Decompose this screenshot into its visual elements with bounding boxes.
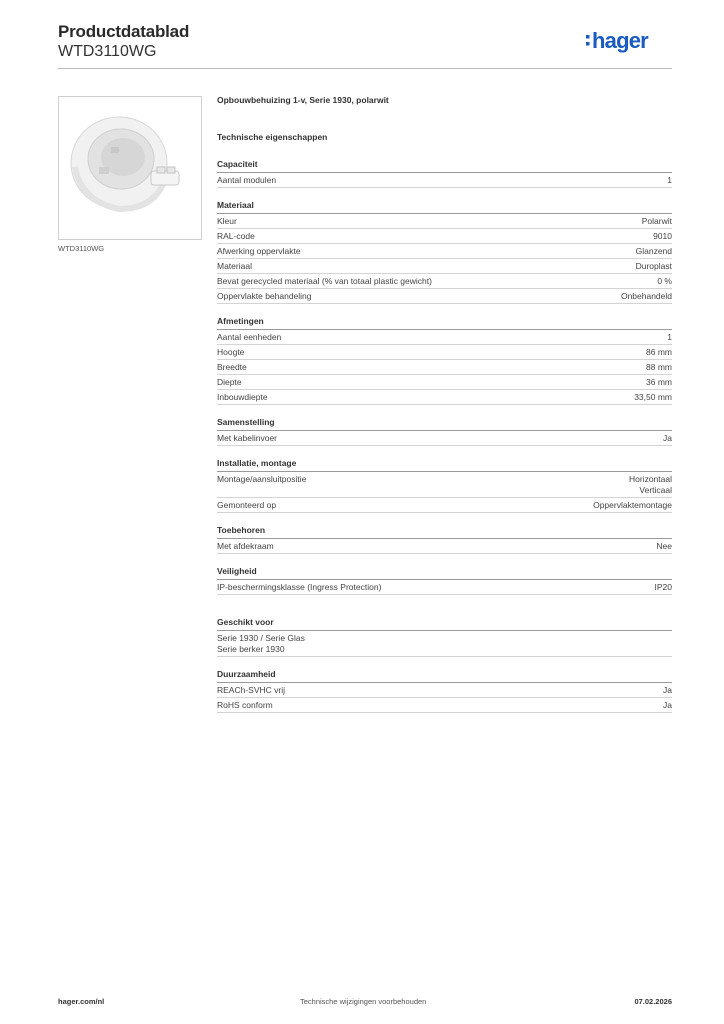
spec-row bbox=[217, 274, 672, 289]
suitable-for-section bbox=[217, 617, 672, 657]
spec-label: RoHS conform bbox=[217, 700, 273, 710]
technical-properties-heading: Technische eigenschappen bbox=[217, 132, 328, 142]
product-image bbox=[58, 96, 202, 240]
spec-section bbox=[217, 200, 672, 304]
spec-value: 1 bbox=[667, 332, 672, 342]
spec-value: Ja bbox=[663, 685, 672, 695]
spec-section bbox=[217, 525, 672, 554]
spec-value: Ja bbox=[663, 700, 672, 710]
spec-row bbox=[217, 345, 672, 360]
spec-sections bbox=[217, 159, 672, 595]
spec-row bbox=[217, 390, 672, 405]
spec-value: Duroplast bbox=[635, 261, 672, 271]
spec-value: Ja bbox=[663, 433, 672, 443]
spec-row bbox=[217, 698, 672, 713]
spec-label: IP-beschermingsklasse (Ingress Protection) bbox=[217, 582, 382, 592]
spec-value: 36 mm bbox=[646, 377, 672, 387]
spec-label: Inbouwdiepte bbox=[217, 392, 268, 402]
section-title: Toebehoren bbox=[217, 525, 672, 539]
header-divider bbox=[58, 68, 672, 69]
suitable-for-item: Serie 1930 / Serie Glas bbox=[217, 633, 305, 643]
spec-value: Glanzend bbox=[635, 246, 672, 256]
spec-value: 0 % bbox=[657, 276, 672, 286]
spec-label: Kleur bbox=[217, 216, 237, 226]
spec-label: Montage/aansluitpositie bbox=[217, 474, 307, 484]
spec-label: Hoogte bbox=[217, 347, 245, 357]
page-footer bbox=[58, 997, 672, 1006]
page-header bbox=[58, 22, 672, 61]
section-title: Samenstelling bbox=[217, 417, 672, 431]
spec-value: Nee bbox=[656, 541, 672, 551]
sustainability-section bbox=[217, 669, 672, 713]
spec-row bbox=[217, 214, 672, 229]
footer-date: 07.02.2026 bbox=[634, 997, 672, 1006]
image-caption: WTD3110WG bbox=[58, 244, 105, 253]
spec-row bbox=[217, 498, 672, 513]
spec-row bbox=[217, 289, 672, 304]
spec-value: 86 mm bbox=[646, 347, 672, 357]
spec-row bbox=[217, 375, 672, 390]
spec-row bbox=[217, 173, 672, 188]
spec-row bbox=[217, 360, 672, 375]
suitable-for-list bbox=[217, 631, 672, 657]
spec-value: IP20 bbox=[654, 582, 672, 592]
spec-label: Met kabelinvoer bbox=[217, 433, 278, 443]
spec-value: Polarwit bbox=[641, 216, 672, 226]
section-title: Geschikt voor bbox=[217, 617, 672, 631]
section-title: Duurzaamheid bbox=[217, 669, 672, 683]
spec-label: REACh-SVHC vrij bbox=[217, 685, 286, 695]
spec-row bbox=[217, 683, 672, 698]
hager-logo bbox=[586, 28, 672, 56]
product-code: WTD3110WG bbox=[58, 43, 157, 60]
spec-value: Horizontaal Verticaal bbox=[629, 474, 672, 495]
spec-label: Breedte bbox=[217, 362, 247, 372]
section-title: Afmetingen bbox=[217, 316, 672, 330]
spec-row bbox=[217, 472, 672, 498]
svg-text:hager: hager bbox=[592, 28, 648, 53]
spec-label: Afwerking oppervlakte bbox=[217, 246, 301, 256]
section-title: Capaciteit bbox=[217, 159, 672, 173]
spec-label: Aantal modulen bbox=[217, 175, 277, 185]
spec-section bbox=[217, 458, 672, 513]
section-title: Installatie, montage bbox=[217, 458, 672, 472]
spec-label: Materiaal bbox=[217, 261, 252, 271]
footer-notice: Technische wijzigingen voorbehouden bbox=[300, 997, 427, 1006]
spec-value: 1 bbox=[667, 175, 672, 185]
spec-label: Diepte bbox=[217, 377, 242, 387]
spec-label: Oppervlakte behandeling bbox=[217, 291, 312, 301]
spec-row bbox=[217, 259, 672, 274]
spec-row bbox=[217, 431, 672, 446]
spec-value: Onbehandeld bbox=[620, 291, 672, 301]
spec-section bbox=[217, 316, 672, 405]
spec-value: 9010 bbox=[653, 231, 672, 241]
spec-row bbox=[217, 244, 672, 259]
spec-row bbox=[217, 539, 672, 554]
spec-label: Met afdekraam bbox=[217, 541, 274, 551]
footer-website: hager.com/nl bbox=[58, 997, 105, 1006]
spec-section bbox=[217, 159, 672, 188]
spec-value: Oppervlaktemontage bbox=[593, 500, 672, 510]
spec-label: RAL-code bbox=[217, 231, 255, 241]
spec-content bbox=[217, 95, 672, 713]
spec-section bbox=[217, 566, 672, 595]
spec-section bbox=[217, 417, 672, 446]
spec-value: 33,50 mm bbox=[634, 392, 672, 402]
spec-label: Bevat gerecycled materiaal (% van totaal plastic gewicht) bbox=[217, 276, 432, 286]
section-title: Veiligheid bbox=[217, 566, 672, 580]
spec-row bbox=[217, 229, 672, 244]
document-title: Productdatablad bbox=[58, 22, 190, 41]
suitable-for-item: Serie berker 1930 bbox=[217, 644, 285, 654]
spec-row bbox=[217, 330, 672, 345]
spec-value: 88 mm bbox=[646, 362, 672, 372]
product-description: Opbouwbehuizing 1-v, Serie 1930, polarwit bbox=[217, 95, 389, 105]
spec-label: Gemonteerd op bbox=[217, 500, 277, 510]
spec-label: Aantal eenheden bbox=[217, 332, 282, 342]
section-title: Materiaal bbox=[217, 200, 672, 214]
spec-row bbox=[217, 580, 672, 595]
